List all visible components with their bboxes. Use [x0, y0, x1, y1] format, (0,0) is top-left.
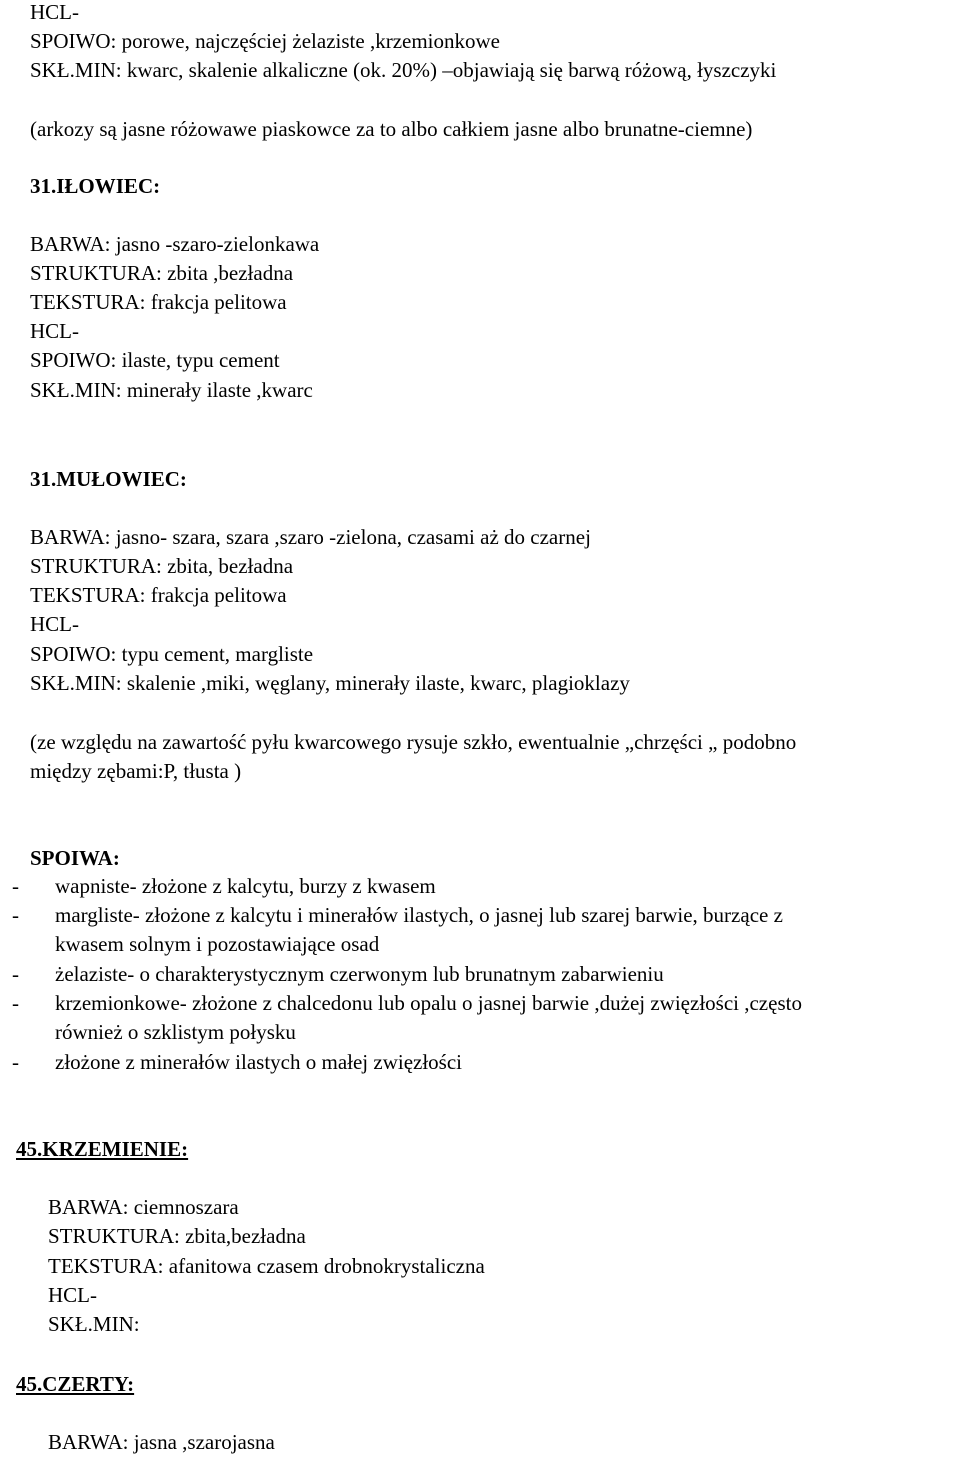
sklmin-line: SKŁ.MIN: minerały ilaste ,kwarc — [30, 378, 313, 402]
sklmin-continuation: (arkozy są jasne różowawe piaskowce za to albo całkiem jasne albo brunatne-ciemne) — [30, 117, 753, 141]
section-title-krzemienie: 45.KRZEMIENIE: — [16, 1137, 189, 1161]
barwa-line: BARWA: jasno- szara, szara ,szaro -zielona, czasami aż do czarnej — [30, 525, 591, 549]
hcl-line: HCL- — [48, 1283, 97, 1307]
spoiwo-line: SPOIWO: ilaste, typu cement — [30, 348, 280, 372]
hcl-line: HCL- — [30, 319, 79, 343]
spoiwo-line: SPOIWO: porowe, najczęściej żelaziste ,krzemionkowe — [30, 29, 500, 53]
note-line: (ze względu na zawartość pyłu kwarcowego rysuje szkło, ewentualnie „chrzęści „ podobno — [30, 730, 797, 754]
struktura-line: STRUKTURA: zbita ,bezładna — [30, 261, 294, 285]
sklmin-line: SKŁ.MIN: skalenie ,miki, węglany, minerały ilaste, kwarc, plagioklazy — [30, 671, 630, 695]
hcl-line: HCL- — [30, 612, 79, 636]
bullet-dash: - — [12, 991, 19, 1015]
list-item-continuation: również o szklistym połysku — [55, 1020, 296, 1044]
bullet-dash: - — [12, 903, 19, 927]
tekstura-line: TEKSTURA: frakcja pelitowa — [30, 290, 287, 314]
list-item: żelaziste- o charakterystycznym czerwonym lub brunatnym zabarwieniu — [55, 962, 664, 986]
bullet-dash: - — [12, 1050, 19, 1074]
hcl-line: HCL- — [30, 0, 79, 24]
spoiwo-line: SPOIWO: typu cement, margliste — [30, 642, 314, 666]
section-title-mulowiec: 31.MUŁOWIEC: — [30, 467, 187, 491]
tekstura-line: TEKSTURA: frakcja pelitowa — [30, 583, 287, 607]
section-title-czerty: 45.CZERTY: — [16, 1372, 135, 1396]
section-title-ilowiec: 31.IŁOWIEC: — [30, 174, 161, 198]
list-item: krzemionkowe- złożone z chalcedonu lub opalu o jasnej barwie ,dużej zwięzłości ,często — [55, 991, 802, 1015]
bullet-dash: - — [12, 962, 19, 986]
section-title-spoiwa: SPOIWA: — [30, 846, 120, 870]
struktura-line: STRUKTURA: zbita,bezładna — [48, 1224, 306, 1248]
note-continuation: między zębami:P, tłusta ) — [30, 759, 242, 783]
list-item-continuation: kwasem solnym i pozostawiające osad — [55, 932, 380, 956]
list-item: złożone z minerałów ilastych o małej zwięzłości — [55, 1050, 463, 1074]
barwa-line: BARWA: jasno -szaro-zielonkawa — [30, 232, 320, 256]
struktura-line: STRUKTURA: zbita, bezładna — [30, 554, 294, 578]
list-item: margliste- złożone z kalcytu i minerałów ilastych, o jasnej lub szarej barwie, burzące z — [55, 903, 783, 927]
tekstura-line: TEKSTURA: afanitowa czasem drobnokrystaliczna — [48, 1254, 485, 1278]
barwa-line: BARWA: ciemnoszara — [48, 1195, 239, 1219]
bullet-dash: - — [12, 874, 19, 898]
sklmin-line: SKŁ.MIN: — [48, 1312, 140, 1336]
barwa-line: BARWA: jasna ,szarojasna — [48, 1430, 275, 1454]
list-item: wapniste- złożone z kalcytu, burzy z kwasem — [55, 874, 436, 898]
sklmin-line: SKŁ.MIN: kwarc, skalenie alkaliczne (ok. 20%) –objawiają się barwą różową, łyszczyki — [30, 58, 777, 82]
